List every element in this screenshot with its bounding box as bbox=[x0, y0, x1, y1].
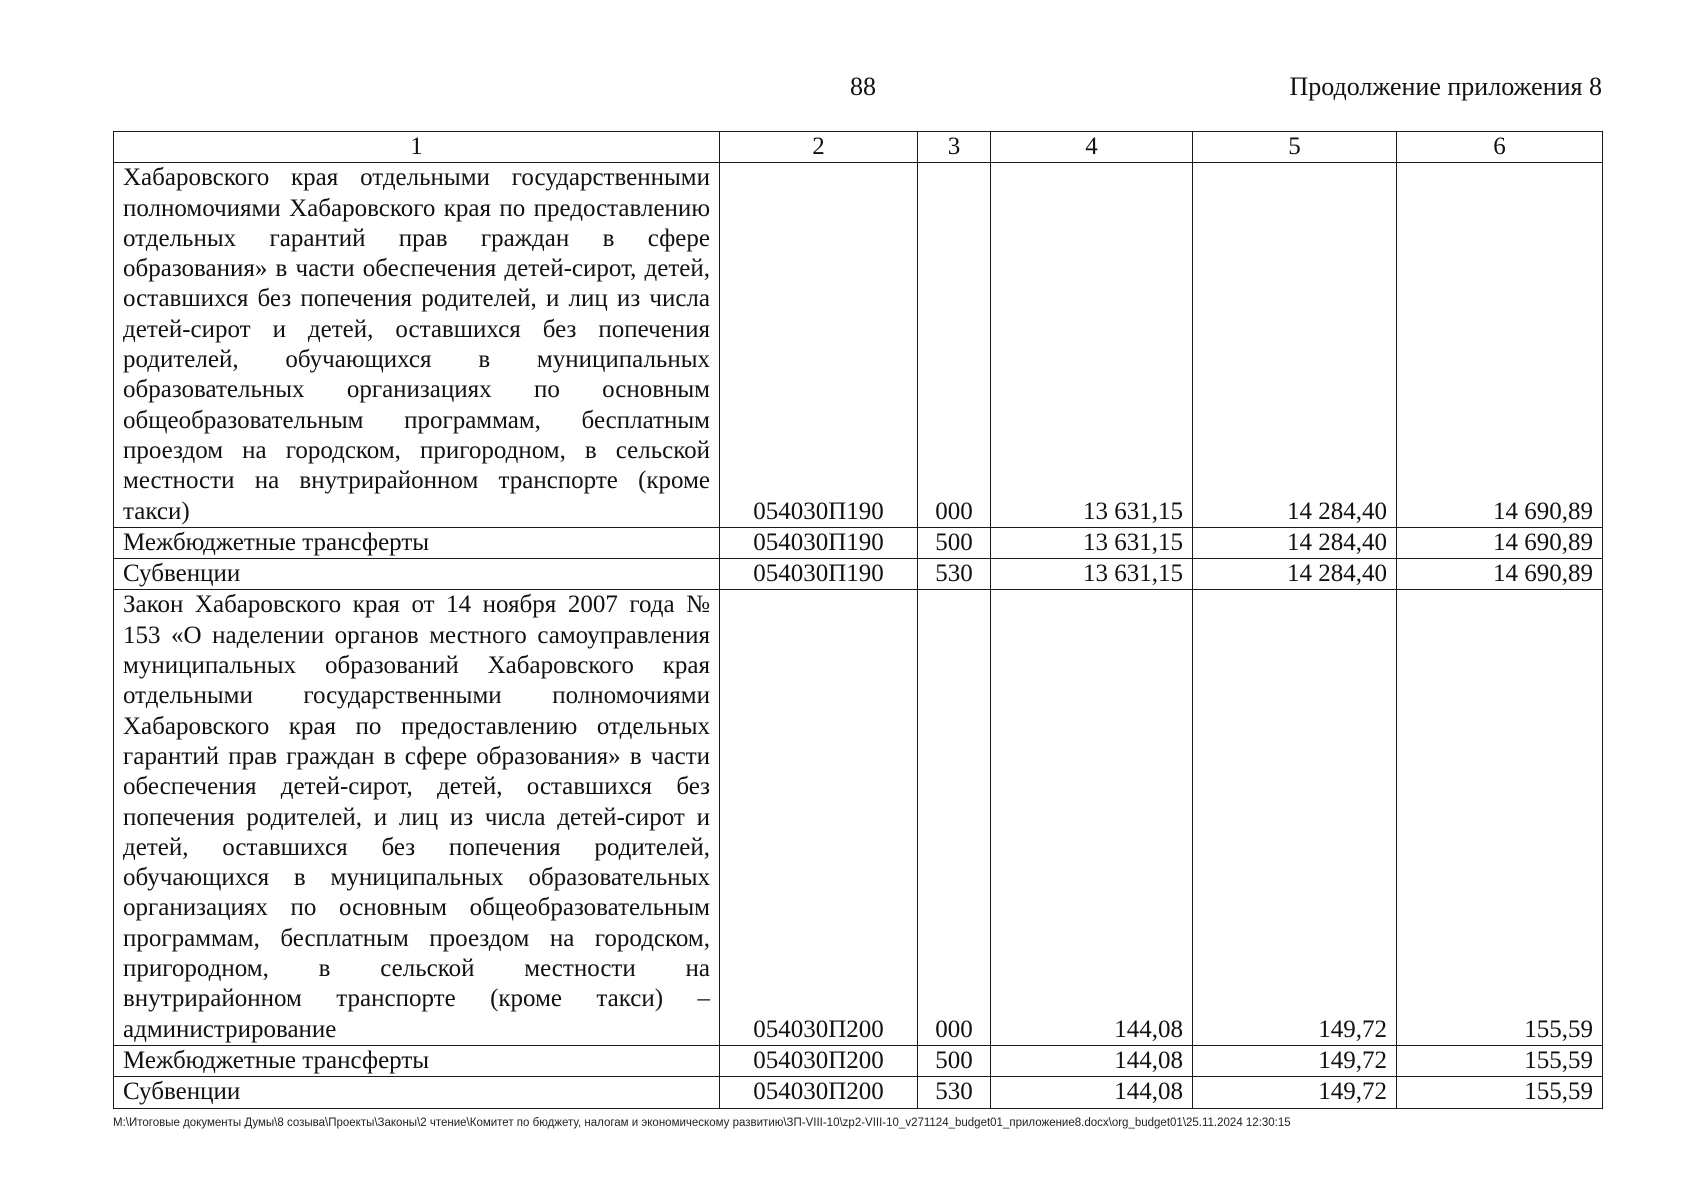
row-name: Субвенции bbox=[114, 1077, 720, 1108]
column-header: 5 bbox=[1193, 132, 1397, 163]
row-value-4: 144,08 bbox=[991, 1045, 1193, 1076]
row-value-4: 13 631,15 bbox=[991, 559, 1193, 590]
table-row bbox=[114, 559, 1603, 590]
row-value-5: 149,72 bbox=[1193, 1077, 1397, 1108]
column-header: 1 bbox=[114, 132, 720, 163]
row-value-6: 14 690,89 bbox=[1397, 527, 1603, 558]
row-value-5: 14 284,40 bbox=[1193, 559, 1397, 590]
row-value-6: 155,59 bbox=[1397, 1077, 1603, 1108]
row-name: Межбюджетные трансферты bbox=[114, 1045, 720, 1076]
row-name: Субвенции bbox=[114, 559, 720, 590]
row-expense-type: 530 bbox=[918, 1077, 991, 1108]
row-value-4: 144,08 bbox=[991, 590, 1193, 1045]
row-expense-type: 000 bbox=[918, 163, 991, 528]
table-header-row bbox=[114, 132, 1603, 163]
row-name: Межбюджетные трансферты bbox=[114, 527, 720, 558]
row-value-5: 149,72 bbox=[1193, 1045, 1397, 1076]
row-value-4: 144,08 bbox=[991, 1077, 1193, 1108]
column-header: 3 bbox=[918, 132, 991, 163]
row-value-5: 14 284,40 bbox=[1193, 527, 1397, 558]
row-value-5: 14 284,40 bbox=[1193, 163, 1397, 528]
column-header: 4 bbox=[991, 132, 1193, 163]
column-header: 2 bbox=[720, 132, 918, 163]
row-expense-type: 500 bbox=[918, 527, 991, 558]
row-name: Закон Хабаровского края от 14 ноября 2007 года № 153 «О наделении органов местного самоуправления муниципальных образований Хабаровского края отдельными государственными полномочиями Хабаровского края по предоставлению отдельных гарантий прав граждан в сфере образования» в части обеспечения детей-сирот, детей, оставшихся без попечения родителей, и лиц из числа детей-сирот и детей, оставшихся без попечения родителей, обучающихся в муниципальных образовательных организациях по основным общеобразовательным программам, бесплатным проездом на городском, пригородном, в сельской местности на внутрирайонном транспорте (кроме такси) – администрирование bbox=[114, 590, 720, 1045]
row-expense-type: 000 bbox=[918, 590, 991, 1045]
table-row bbox=[114, 527, 1603, 558]
page-number: 88 bbox=[850, 72, 876, 101]
row-name: Хабаровского края отдельными государственными полномочиями Хабаровского края по предоставлению отдельных гарантий прав граждан в сфере образования» в части обеспечения детей-сирот, детей, оставшихся без попечения родителей, и лиц из числа детей-сирот и детей, оставшихся без попечения родителей, обучающихся в муниципальных образовательных организациях по основным общеобразовательным программам, бесплатным проездом на городском, пригородном, в сельской местности на внутрирайонном транспорте (кроме такси) bbox=[114, 163, 720, 528]
row-value-4: 13 631,15 bbox=[991, 163, 1193, 528]
row-code: 054030П200 bbox=[720, 1045, 918, 1076]
table-row bbox=[114, 1077, 1603, 1108]
row-value-6: 14 690,89 bbox=[1397, 559, 1603, 590]
table-row bbox=[114, 163, 1603, 528]
row-code: 054030П200 bbox=[720, 1077, 918, 1108]
row-code: 054030П190 bbox=[720, 559, 918, 590]
continuation-title: Продолжение приложения 8 bbox=[1289, 72, 1602, 101]
row-value-6: 14 690,89 bbox=[1397, 163, 1603, 528]
row-expense-type: 530 bbox=[918, 559, 991, 590]
row-value-6: 155,59 bbox=[1397, 1045, 1603, 1076]
row-expense-type: 500 bbox=[918, 1045, 991, 1076]
column-header: 6 bbox=[1397, 132, 1603, 163]
row-value-6: 155,59 bbox=[1397, 590, 1603, 1045]
table-row bbox=[114, 590, 1603, 1045]
document-file-path: М:\Итоговые документы Думы\8 созыва\Проекты\Законы\2 чтение\Комитет по бюджету, налогам и экономическому развитию\ЗП-VIII-10\zp2-VIII-10_v271124_budget01_приложение8.docx\org_budget01\25.11.2024 12:30:15 bbox=[113, 1117, 1291, 1129]
row-code: 054030П190 bbox=[720, 527, 918, 558]
budget-table bbox=[113, 131, 1603, 1109]
row-value-4: 13 631,15 bbox=[991, 527, 1193, 558]
row-code: 054030П200 bbox=[720, 590, 918, 1045]
row-value-5: 149,72 bbox=[1193, 590, 1397, 1045]
row-code: 054030П190 bbox=[720, 163, 918, 528]
table-row bbox=[114, 1045, 1603, 1076]
